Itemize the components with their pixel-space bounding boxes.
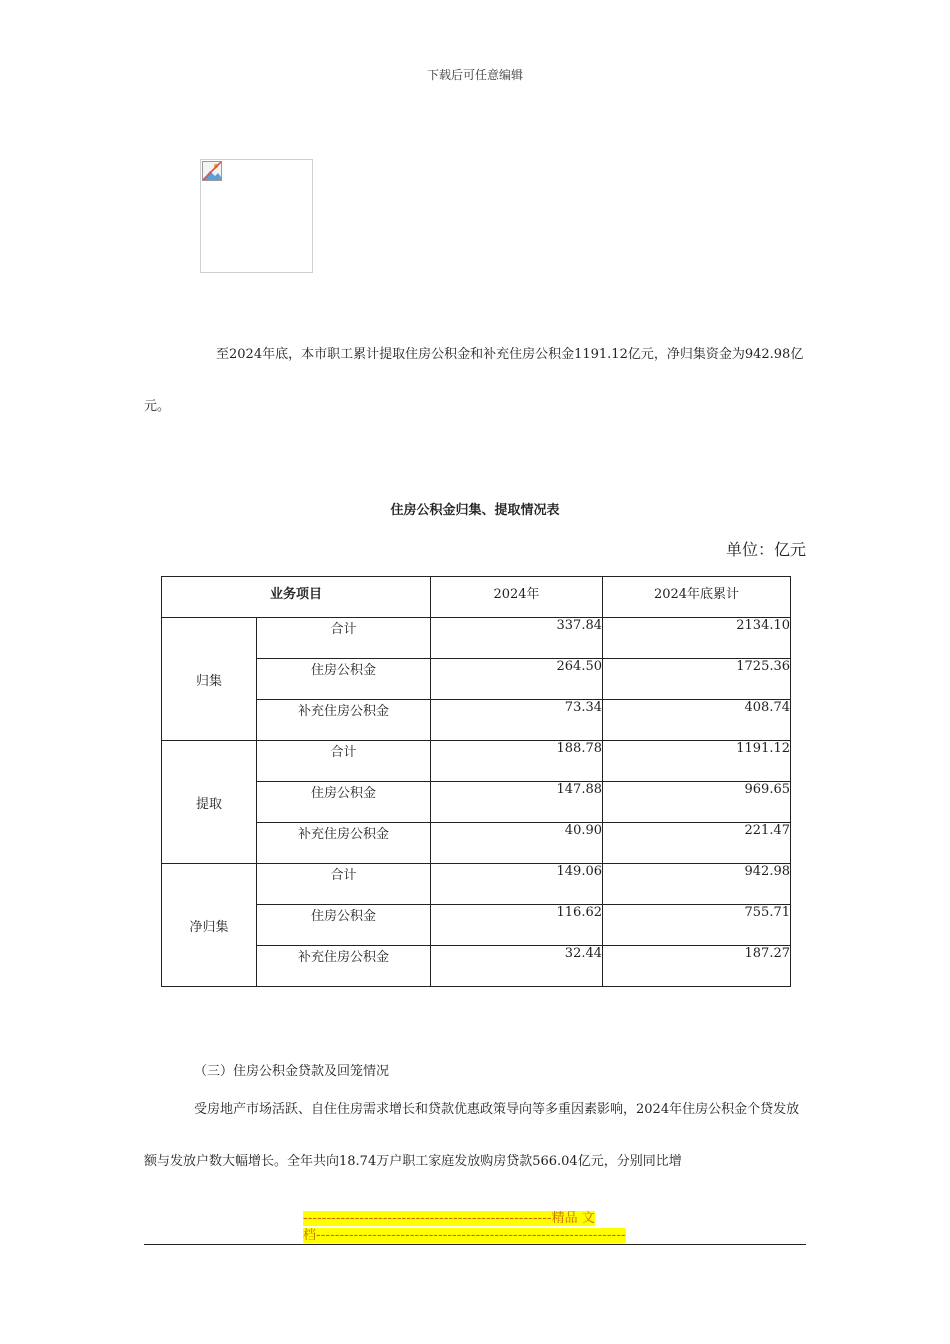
cell-cumulative-value: 969.65 [603, 782, 791, 823]
table-header-row [162, 577, 791, 618]
table-row [162, 618, 791, 659]
row-label: 补充住房公积金 [257, 700, 431, 741]
footer-note [303, 1210, 648, 1244]
table-row [162, 864, 791, 905]
row-label: 补充住房公积金 [257, 946, 431, 987]
paragraph-withdrawal-summary: 至2024年底，本市职工累计提取住房公积金和补充住房公积金1191.12亿元，净归集资金为942.98亿元。 [144, 347, 804, 414]
cell-cumulative-value: 755.71 [603, 905, 791, 946]
footer-line-2: 档------------------------------------------------------------------ [303, 1228, 626, 1243]
image-placeholder [200, 159, 313, 273]
cell-cumulative-value: 1725.36 [603, 659, 791, 700]
table-row [162, 659, 791, 700]
table-title: 住房公积金归集、提取情况表 [390, 503, 560, 518]
group-label: 归集 [162, 618, 257, 741]
cell-cumulative-value: 1191.12 [603, 741, 791, 782]
group-label: 净归集 [162, 864, 257, 987]
table-row [162, 700, 791, 741]
cell-year-value: 147.88 [431, 782, 603, 823]
paragraph-loan-summary: 受房地产市场活跃、自住住房需求增长和贷款优惠政策导向等多重因素影响，2024年住房公积金个贷发放额与发放户数大幅增长。全年共向18.74万户职工家庭发放购房贷款566.04亿元，分别同比增 [144, 1102, 800, 1169]
row-label: 住房公积金 [257, 905, 431, 946]
cell-cumulative-value: 942.98 [603, 864, 791, 905]
section-heading: （三）住房公积金贷款及回笼情况 [194, 1064, 390, 1079]
group-label: 提取 [162, 741, 257, 864]
header-cumulative: 2024年底累计 [603, 577, 791, 618]
table-row [162, 946, 791, 987]
table-row [162, 823, 791, 864]
table-row [162, 905, 791, 946]
row-label: 合计 [257, 864, 431, 905]
table-row [162, 782, 791, 823]
header-year: 2024年 [431, 577, 603, 618]
cell-year-value: 149.06 [431, 864, 603, 905]
row-label: 合计 [257, 741, 431, 782]
cell-year-value: 188.78 [431, 741, 603, 782]
broken-image-icon [202, 161, 222, 181]
cell-cumulative-value: 408.74 [603, 700, 791, 741]
row-label: 补充住房公积金 [257, 823, 431, 864]
cell-cumulative-value: 221.47 [603, 823, 791, 864]
cell-cumulative-value: 187.27 [603, 946, 791, 987]
cell-year-value: 40.90 [431, 823, 603, 864]
row-label: 住房公积金 [257, 659, 431, 700]
cell-cumulative-value: 2134.10 [603, 618, 791, 659]
footer-divider [144, 1244, 806, 1245]
header-item: 业务项目 [162, 577, 431, 618]
cell-year-value: 32.44 [431, 946, 603, 987]
cell-year-value: 264.50 [431, 659, 603, 700]
page-header: 下载后可任意编辑 [426, 68, 523, 82]
cell-year-value: 116.62 [431, 905, 603, 946]
cell-year-value: 73.34 [431, 700, 603, 741]
table-unit: 单位：亿元 [725, 540, 806, 559]
row-label: 住房公积金 [257, 782, 431, 823]
fund-table [161, 576, 791, 987]
table-row [162, 741, 791, 782]
row-label: 合计 [257, 618, 431, 659]
footer-line-1: -----------------------------------------------------精品 文 [303, 1211, 595, 1226]
cell-year-value: 337.84 [431, 618, 603, 659]
